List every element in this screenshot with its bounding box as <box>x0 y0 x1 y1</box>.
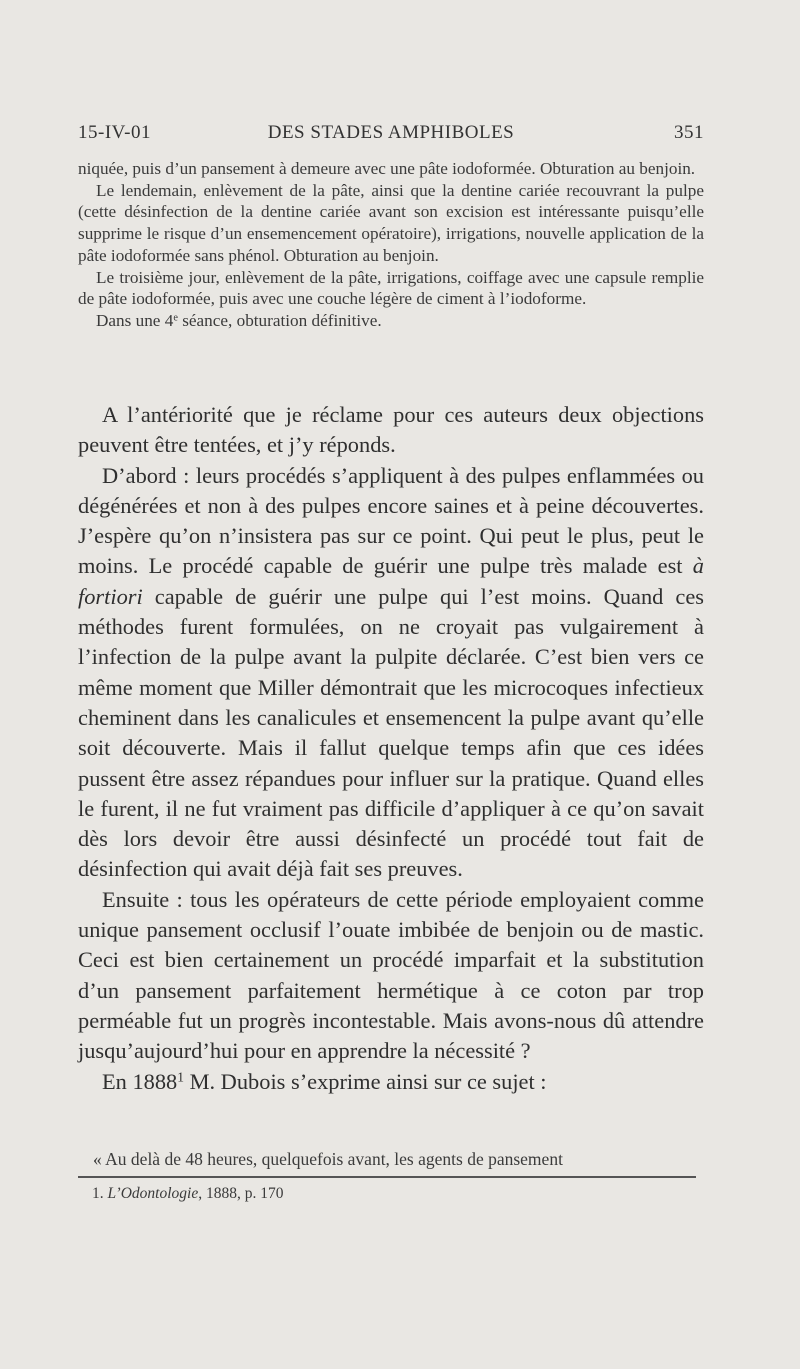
footnote <box>92 1184 692 1204</box>
en1888-text-end: M. Dubois s’exprime ainsi sur ce sujet : <box>183 1068 547 1094</box>
procedure-notes <box>78 158 704 332</box>
header-title: DES STADES AMPHIBOLES <box>267 122 515 143</box>
quote-line: « Au delà de 48 heures, quelquefois avant, les agents de pansement <box>93 1149 563 1169</box>
body-paragraph-dabord <box>78 461 704 885</box>
note-paragraph: Le troisième jour, enlèvement de la pâte, irrigations, coiffage avec une capsule remplie de pâte iodoformée, puis avec une couche légère de ciment à l’iodoforme. <box>78 267 704 309</box>
seance-text: Dans une 4 <box>96 310 174 330</box>
main-text <box>78 400 704 1097</box>
footnote-journal: L’Odontologie <box>107 1185 199 1202</box>
footnote-number: 1. <box>92 1185 104 1202</box>
header-date: 15-IV-01 <box>78 122 151 143</box>
footnote-divider <box>78 1176 696 1178</box>
body-paragraph-1888 <box>78 1067 704 1097</box>
note-paragraph: niquée, puis d’un pansement à demeure avec une pâte iodoformée. Obturation au benjoin. <box>78 159 696 178</box>
note-paragraph <box>78 310 704 332</box>
footnote-detail: , 1888, p. 170 <box>198 1185 284 1202</box>
page-number: 351 <box>674 122 704 143</box>
footnote-ref: 1 <box>177 1069 184 1085</box>
en1888-text: En 1888 <box>102 1068 178 1094</box>
seance-ordinal: e <box>173 312 178 324</box>
note-paragraph: Le lendemain, enlèvement de la pâte, ainsi que la dentine cariée recouvrant la pulpe (cette désinfection de la dentine cariée avant son excision est intéressante puisqu’elle supprime le risque d’un ensemencement opératoire), irrigations, nouvelle application de la pâte iodoformée sans phénol. Obturation au benjoin. <box>78 180 704 265</box>
running-header <box>78 122 704 152</box>
body-paragraph-ensuite: Ensuite : tous les opérateurs de cette période employaient comme unique pansement occlusif l’ouate imbibée de benjoin ou de mastic. Ceci est bien certainement un procédé imparfait et la substitution d’un pansement parfaitement hermétique à ce coton par trop perméable fut un progrès incontestable. Mais avons-nous dû attendre jusqu’aujourd’hui pour en apprendre la nécessité ? <box>78 886 704 1064</box>
dabord-text-start: D’abord : leurs procédés s’appliquent à des pulpes enflammées ou dégénérées et non à des pulpes encore saines et à peine découvertes. J’espère qu’on n’insistera pas sur ce point. Qui peut le plus, peut le moins. Le procédé capable de guérir une pulpe très malade est <box>78 462 704 579</box>
seance-text-end: séance, obturation définitive. <box>177 310 382 330</box>
dabord-text-end: capable de guérir une pulpe qui l’est moins. Quand ces méthodes furent formulées, on ne croyait pas vulgairement à l’infection de la pulpe avant la pulpite déclarée. C’est bien vers ce même moment que Miller démontrait que les microcoques infectieux cheminent dans les canalicules et ensemencent la pulpe avant qu’elle soit découverte. Mais il fallut quelque temps afin que ces idées pussent être assez répandues pour influer sur la pratique. Quand elles le furent, il ne fut vraiment pas difficile d’appliquer à ce qu’on savait dès lors devoir être aussi désinfecté un procédé tout fait de désinfection qui avait déjà fait ses preuves. <box>78 583 704 882</box>
body-paragraph: A l’antériorité que je réclame pour ces auteurs deux objections peuvent être tentées, et j’y réponds. <box>78 402 704 458</box>
italic-term: à fortiori <box>78 553 704 609</box>
